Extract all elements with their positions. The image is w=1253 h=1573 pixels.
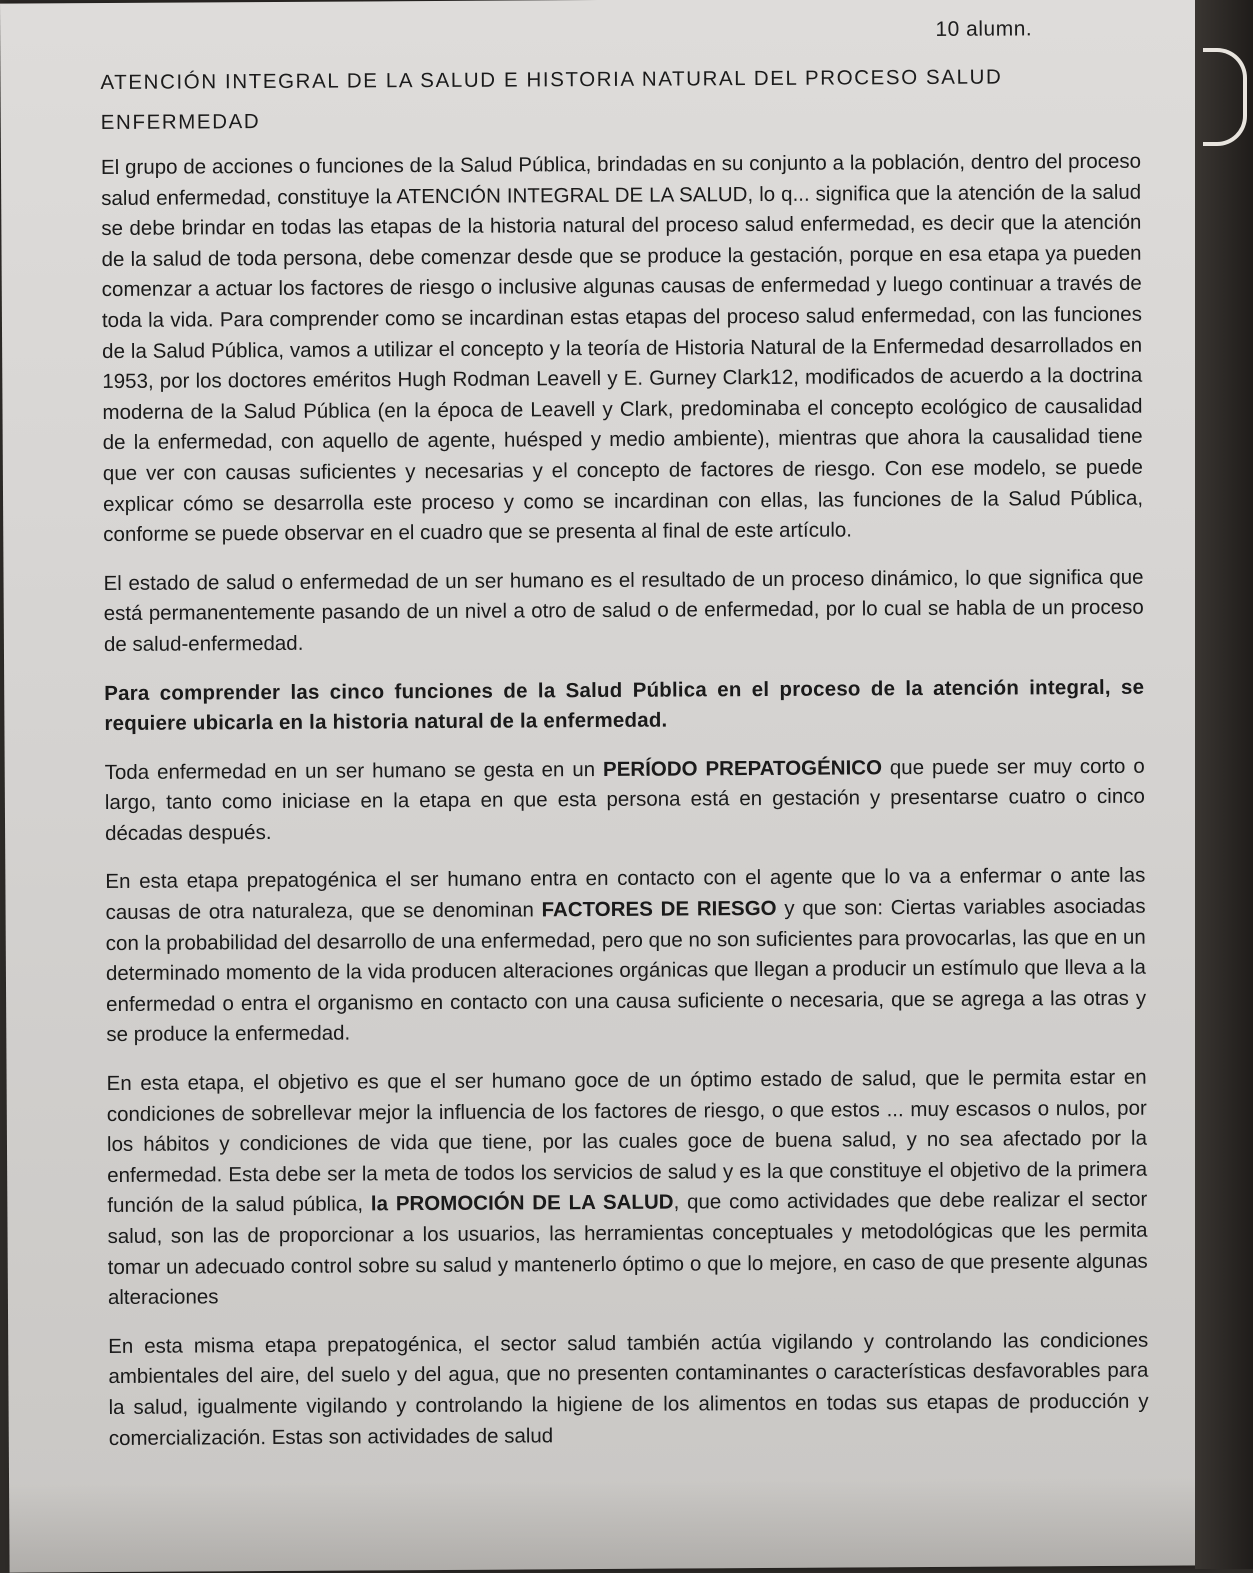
document-title: ATENCIÓN INTEGRAL DE LA SALUD E HISTORIA NATURAL DEL PROCESO SALUD ENFERMEDAD xyxy=(100,65,1003,135)
background-desk-edge xyxy=(1195,0,1253,1569)
paragraph-4-emphasis: PERÍODO PREPATOGÉNICO xyxy=(602,755,883,781)
paragraph-5-text-b: y que son: Ciertas variables asociadas con la probabilidad del desarrollo de una enfermedad, pero que no son suficientes para provocarlas, las que en un determinado momento de la vida producen alteraciones orgánicas que llegan a producir un estímulo que lleva a la enfermedad o entra el organismo en contacto con una causa suficiente o necesaria, que se agrega a las otras y se produce la enfermedad. xyxy=(105,894,1147,1047)
binder-clip-icon xyxy=(1203,48,1247,146)
paragraph-6-emphasis: la PROMOCIÓN DE LA SALUD xyxy=(370,1190,674,1216)
document-body xyxy=(100,57,1149,1472)
paragraph-1: El grupo de acciones o funciones de la Salud Pública, brindadas en su conjunto a la población, dentro del proceso salud enfermedad, constituye la ATENCIÓN INTEGRAL DE LA SALUD, lo q... significa que la atención de la salud se debe brindar en todas las etapas de la historia natural del proceso salud enfermedad, es decir que la atención de la salud de toda persona, debe comenzar desde que se produce la gestación, porque en esa etapa ya pueden comenzar a actuar los factores de riesgo o inclusive algunas causas de enfermedad y luego continuar a través de toda la vida. Para comprender como se incardinan estas etapas del proceso salud enfermedad, con las funciones de la Salud Pública, vamos a utilizar el concepto y la teoría de Historia Natural de la Enfermedad desarrollados en 1953, por los doctores eméritos Hugh Rodman Leavell y E. Gurney Clark12, modificados de acuerdo a la doctrina moderna de la Salud Pública (en la época de Leavell y Clark, predominaba el concepto ecológico de causalidad de la enfermedad, con aquello de agente, huésped y medio ambiente), mientras que ahora la causalidad tiene que ver con causas suficientes y necesarias y el concepto de factores de riesgo. Con ese modelo, se puede explicar cómo se desarrolla este proceso y como se incardinan con ellas, las funciones de la Salud Pública, conforme se puede observar en el cuadro que se presenta al final de este artículo. xyxy=(100,149,1144,547)
paragraph-6 xyxy=(107,1063,1148,1314)
paragraph-2: El estado de salud o enfermedad de un ser humano es el resultado de un proceso dinámico, lo que significa que está permanentemente pasando de un nivel a otro de salud o de enfermedad, por lo cual se habla de un proceso de salud-enfermedad. xyxy=(103,565,1144,656)
paragraph-4-text-a: Toda enfermedad en un ser humano se gesta en un xyxy=(104,757,604,784)
paragraph-5 xyxy=(105,861,1146,1051)
paragraph-4 xyxy=(105,751,1146,849)
paragraph-7: En esta misma etapa prepatogénica, el sector salud también actúa vigilando y controlando las condiciones ambientales del aire, del suelo y del agua, que no presenten contaminantes o características desfavorables para la salud, igualmente vigilando y controlando la higiene de los alimentos en todas sus etapas de producción y comercialización. Estas son actividades de salud xyxy=(108,1328,1149,1450)
paragraph-5-text-a: En esta etapa prepatogénica el ser humano entra en contacto con el agente que lo va a enfermar o ante las causas de otra naturaleza, que se denominan xyxy=(105,864,1146,925)
page-number: 10 alumn. xyxy=(935,17,1033,41)
paragraph-5-emphasis: FACTORES DE RIESGO xyxy=(541,896,777,922)
paragraph-3: Para comprender las cinco funciones de la Salud Pública en el proceso de la atención integral, se requiere ubicarla en la historia natural de la enfermedad. xyxy=(104,675,1145,736)
page-bottom-shadow xyxy=(9,1476,1206,1572)
paragraph-4-text-b: que puede ser muy corto o largo, tanto como iniciase en la etapa en que esta persona está en gestación y presentarse cuatro o cinco décadas después. xyxy=(104,754,1145,845)
paragraph-6-text-b: , que como actividades que debe realizar el sector salud, son las de proporcionar a los usuarios, las herramientas conceptuales y metodológicas que les permita tomar un adecuado control sobre su salud y mantenerlo óptimo o que lo mejore, en caso de que presente algunas alteraciones xyxy=(107,1188,1148,1310)
paragraph-6-text-a: En esta etapa, el objetivo es que el ser humano goce de un óptimo estado de salud, que le permita estar en condiciones de sobrellevar mejor la influencia de los factores de riesgo, o que estos ... muy escasos o nulos, por los hábitos y condiciones de vida que tiene, por las cuales goce de buena salud, y no sea afectado por la enfermedad. Esta debe ser la meta de todos los servicios de salud y es la que constituye el objetivo de la primera función de la salud pública, xyxy=(106,1065,1148,1218)
